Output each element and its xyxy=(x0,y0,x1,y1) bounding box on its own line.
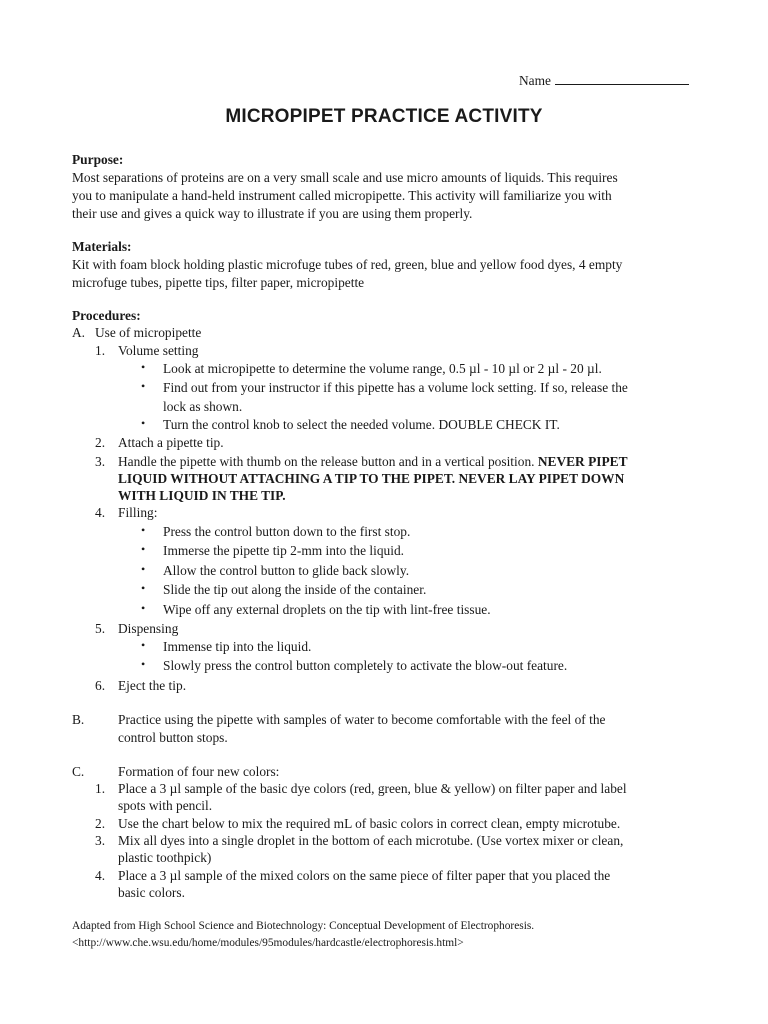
list-item: Look at micropipette to determine the volume range, 0.5 µl - 10 µl or 2 µl - 20 µl. xyxy=(163,361,602,376)
step-handle-pipette xyxy=(118,453,628,471)
purpose-line: Most separations of proteins are on a very small scale and use micro amounts of liquids. This requires xyxy=(72,170,618,185)
purpose-line: their use and gives a quick way to illustrate if you are using them properly. xyxy=(72,206,473,221)
list-item: Press the control button down to the first stop. xyxy=(163,524,411,539)
section-b-letter: B. xyxy=(72,712,85,727)
step-text: Place a 3 µl sample of the mixed colors on the same piece of filter paper that you placed the xyxy=(118,868,611,883)
step-text: Place a 3 µl sample of the basic dye colors (red, green, blue & yellow) on filter paper and label xyxy=(118,781,627,796)
step-text: Use the chart below to mix the required mL of basic colors in correct clean, empty microtube. xyxy=(118,816,621,831)
step-volume-setting: Volume setting xyxy=(118,343,199,358)
bullet-icon: • xyxy=(141,601,146,615)
step-number: 1. xyxy=(95,781,106,796)
bullet-icon: • xyxy=(141,638,146,652)
source-citation xyxy=(72,918,534,951)
purpose-section xyxy=(72,151,700,223)
name-label: Name xyxy=(519,73,551,88)
step-number: 3. xyxy=(95,454,106,469)
step-number: 4. xyxy=(95,868,106,883)
step-number: 2. xyxy=(95,435,106,450)
step-dispensing: Dispensing xyxy=(118,621,179,636)
section-c-label: Formation of four new colors: xyxy=(118,764,280,779)
materials-line: microfuge tubes, pipette tips, filter paper, micropipette xyxy=(72,275,365,290)
bullet-icon: • xyxy=(141,562,146,576)
bullet-icon: • xyxy=(141,360,146,374)
name-blank-line xyxy=(555,72,689,85)
step-attach-tip: Attach a pipette tip. xyxy=(118,435,224,450)
bullet-icon: • xyxy=(141,416,146,430)
step-number: 3. xyxy=(95,833,106,848)
document-title: MICROPIPET PRACTICE ACTIVITY xyxy=(225,106,543,127)
procedures-heading: Procedures: xyxy=(72,308,141,323)
step-text: spots with pencil. xyxy=(118,798,213,813)
step-text: plastic toothpick) xyxy=(118,850,212,865)
list-item: Turn the control knob to select the needed volume. DOUBLE CHECK IT. xyxy=(163,417,560,432)
step-eject-tip: Eject the tip. xyxy=(118,678,187,693)
purpose-line: you to manipulate a hand-held instrument called micropipette. This activity will familiarize you with xyxy=(72,188,612,203)
materials-line: Kit with foam block holding plastic microfuge tubes of red, green, blue and yellow food dyes, 4 empty xyxy=(72,257,623,272)
bullet-icon: • xyxy=(141,581,146,595)
step-number: 6. xyxy=(95,678,106,693)
list-item: Slowly press the control button completely to activate the blow-out feature. xyxy=(163,658,568,673)
section-a-letter: A. xyxy=(72,325,86,340)
step-text: Mix all dyes into a single droplet in the bottom of each microtube. (Use vortex mixer or clean, xyxy=(118,833,624,848)
bullet-icon: • xyxy=(141,523,146,537)
step-number: 2. xyxy=(95,816,106,831)
list-item: Allow the control button to glide back slowly. xyxy=(163,563,410,578)
list-item: Immense tip into the liquid. xyxy=(163,639,312,654)
name-field xyxy=(519,72,689,89)
list-item: Immerse the pipette tip 2-mm into the liquid. xyxy=(163,543,404,558)
warning-text: WITH LIQUID IN THE TIP. xyxy=(118,488,286,503)
section-b-text: control button stops. xyxy=(118,730,228,745)
bullet-icon: • xyxy=(141,379,146,393)
section-c-letter: C. xyxy=(72,764,85,779)
warning-text: NEVER PIPET xyxy=(537,454,628,469)
step-handle-text: Handle the pipette with thumb on the release button and in a vertical position. xyxy=(118,454,538,469)
purpose-heading: Purpose: xyxy=(72,152,124,167)
warning-text: LIQUID WITHOUT ATTACHING A TIP TO THE PIPET. NEVER LAY PIPET DOWN xyxy=(118,471,625,486)
list-item-continued: lock as shown. xyxy=(163,399,243,414)
citation-text: Adapted from High School Science and Biotechnology: Conceptual Development of Electrophoresis. xyxy=(72,920,535,932)
step-text: basic colors. xyxy=(118,885,185,900)
list-item: Wipe off any external droplets on the tip with lint-free tissue. xyxy=(163,602,491,617)
citation-url: <http://www.che.wsu.edu/home/modules/95modules/hardcastle/electrophoresis.html> xyxy=(72,936,464,949)
materials-section xyxy=(72,238,700,292)
section-b-text: Practice using the pipette with samples of water to become comfortable with the feel of the xyxy=(118,712,606,727)
list-item: Slide the tip out along the inside of the container. xyxy=(163,582,427,597)
list-item: Find out from your instructor if this pipette has a volume lock setting. If so, release the xyxy=(163,380,628,395)
step-number: 5. xyxy=(95,621,106,636)
bullet-icon: • xyxy=(141,542,146,556)
step-filling: Filling: xyxy=(118,505,158,520)
materials-heading: Materials: xyxy=(72,239,132,254)
step-number: 1. xyxy=(95,343,106,358)
bullet-icon: • xyxy=(141,657,146,671)
step-number: 4. xyxy=(95,505,106,520)
section-a-label: Use of micropipette xyxy=(95,325,202,340)
